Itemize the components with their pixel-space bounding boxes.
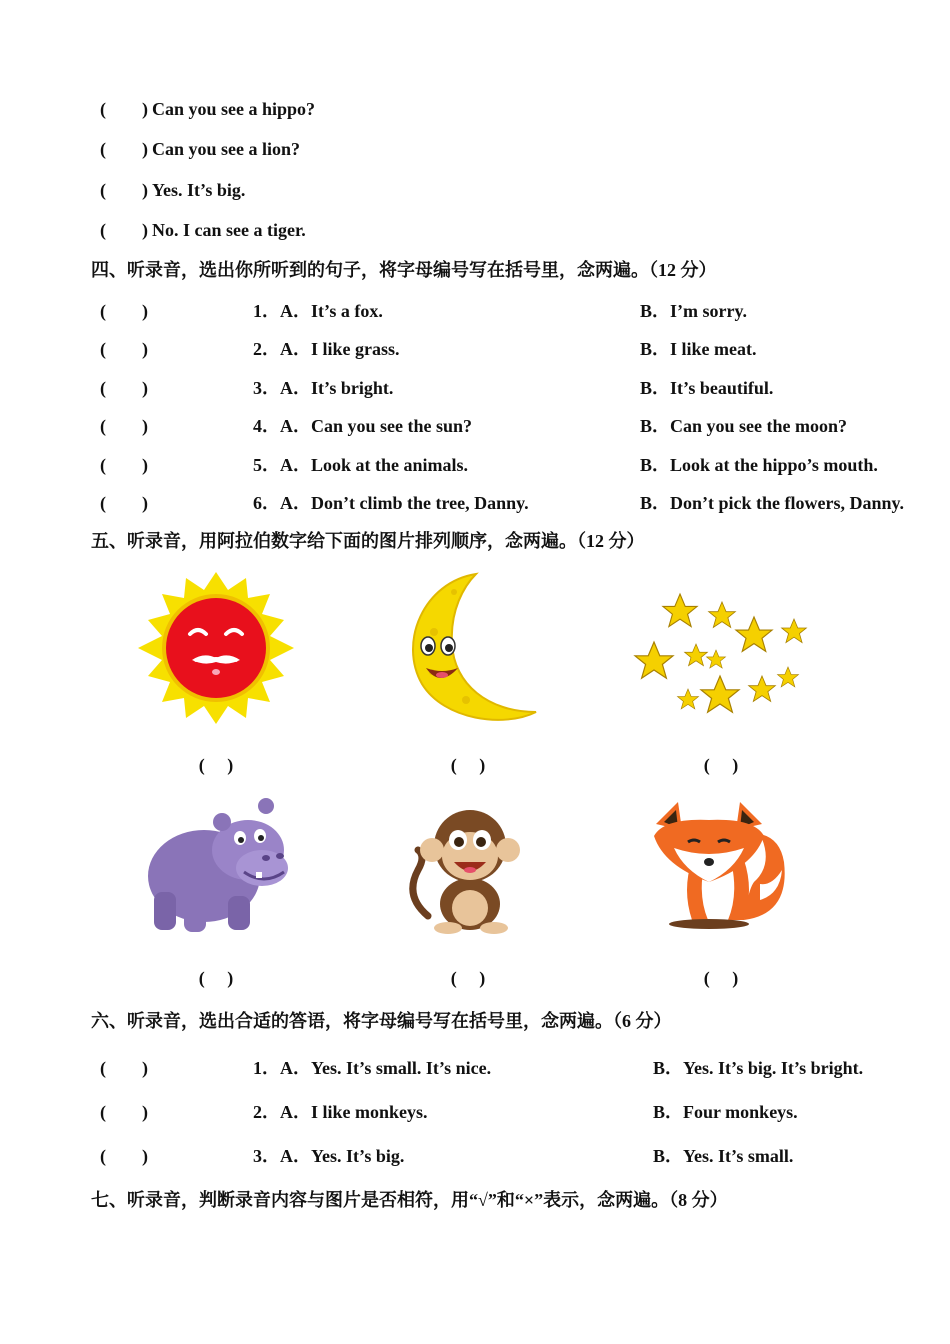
option-a: 6．A．Don’t climb the tree, Danny.: [253, 493, 529, 513]
sec6-item-1: [100, 1057, 864, 1079]
moon-order-blank[interactable]: ( ): [450, 755, 486, 775]
option-a: 4．A．Can you see the sun?: [253, 416, 473, 436]
hippo-order-blank[interactable]: ( ): [198, 968, 234, 988]
option-a: 1．A．Yes. It’s small. It’s nice.: [253, 1058, 492, 1078]
option-a: 5．A．Look at the animals.: [253, 455, 469, 475]
answer-bracket[interactable]: ( ): [100, 455, 148, 475]
sec4-item-6: [100, 492, 905, 514]
sec6-item-2: [100, 1101, 860, 1123]
fox-picture: [652, 800, 792, 932]
sun-order-blank[interactable]: ( ): [198, 755, 234, 775]
option-a: 2．A．I like grass.: [253, 339, 400, 359]
sec3-item-text: Can you see a hippo?: [152, 99, 316, 119]
option-b: B．Yes. It’s small.: [653, 1146, 794, 1166]
fox-order-blank[interactable]: ( ): [703, 968, 739, 988]
moon-picture: [404, 572, 544, 724]
option-b: B．Can you see the moon?: [640, 416, 848, 436]
sec3-item-text: No. I can see a tiger.: [152, 220, 306, 240]
section-5-title: 五、听录音，用阿拉伯数字给下面的图片排列顺序，念两遍。（12 分）: [91, 531, 645, 551]
option-b: B．Four monkeys.: [653, 1102, 798, 1122]
answer-bracket[interactable]: ( ): [100, 1146, 148, 1166]
stars-picture: [632, 592, 812, 724]
option-a: 3．A．It’s bright.: [253, 378, 394, 398]
answer-bracket[interactable]: ( ): [100, 301, 148, 321]
option-b: B．I’m sorry.: [640, 301, 747, 321]
monkey-picture: [408, 800, 528, 936]
sec3-item-text: Can you see a lion?: [152, 139, 301, 159]
option-b: B．Look at the hippo’s mouth.: [640, 455, 878, 475]
hippo-picture: [144, 796, 294, 938]
stars-order-blank[interactable]: ( ): [703, 755, 739, 775]
option-a: 2．A．I like monkeys.: [253, 1102, 428, 1122]
sec6-item-3: [100, 1145, 860, 1167]
sec4-item-1: [100, 300, 860, 322]
answer-bracket[interactable]: ( ): [100, 1102, 148, 1122]
option-b: B．It’s beautiful.: [640, 378, 774, 398]
section-7-title: 七、听录音，判断录音内容与图片是否相符，用“√”和“×”表示，念两遍。（8 分）: [91, 1190, 728, 1210]
sec3-item-2: [100, 138, 300, 160]
section-4-title: 四、听录音，选出你所听到的句子，将字母编号写在括号里，念两遍。（12 分）: [91, 260, 717, 280]
sec3-item-4: [100, 219, 306, 241]
sec3-item-3: [100, 179, 245, 201]
sec4-item-2: [100, 338, 860, 360]
sec3-item-1: [100, 98, 315, 120]
option-b: B．I like meat.: [640, 339, 757, 359]
sun-picture: [126, 572, 306, 724]
answer-bracket[interactable]: ( ): [100, 339, 148, 359]
sec4-item-3: [100, 377, 860, 399]
answer-bracket[interactable]: ( ): [100, 378, 148, 398]
sec3-item-text: Yes. It’s big.: [152, 180, 246, 200]
answer-bracket[interactable]: ( ): [100, 1058, 148, 1078]
option-b: B．Yes. It’s big. It’s bright.: [653, 1058, 864, 1078]
option-b: B．Don’t pick the flowers, Danny.: [640, 493, 905, 513]
sec4-item-5: [100, 454, 878, 476]
answer-bracket[interactable]: ( ): [100, 493, 148, 513]
answer-bracket[interactable]: ( ): [100, 220, 148, 240]
answer-bracket[interactable]: ( ): [100, 180, 148, 200]
answer-bracket[interactable]: ( ): [100, 139, 148, 159]
answer-bracket[interactable]: ( ): [100, 416, 148, 436]
monkey-order-blank[interactable]: ( ): [450, 968, 486, 988]
answer-bracket[interactable]: ( ): [100, 99, 148, 119]
section-6-title: 六、听录音，选出合适的答语，将字母编号写在括号里，念两遍。（6 分）: [91, 1011, 672, 1031]
option-a: 1．A．It’s a fox.: [253, 301, 383, 321]
sec4-item-4: [100, 415, 860, 437]
option-a: 3．A．Yes. It’s big.: [253, 1146, 405, 1166]
